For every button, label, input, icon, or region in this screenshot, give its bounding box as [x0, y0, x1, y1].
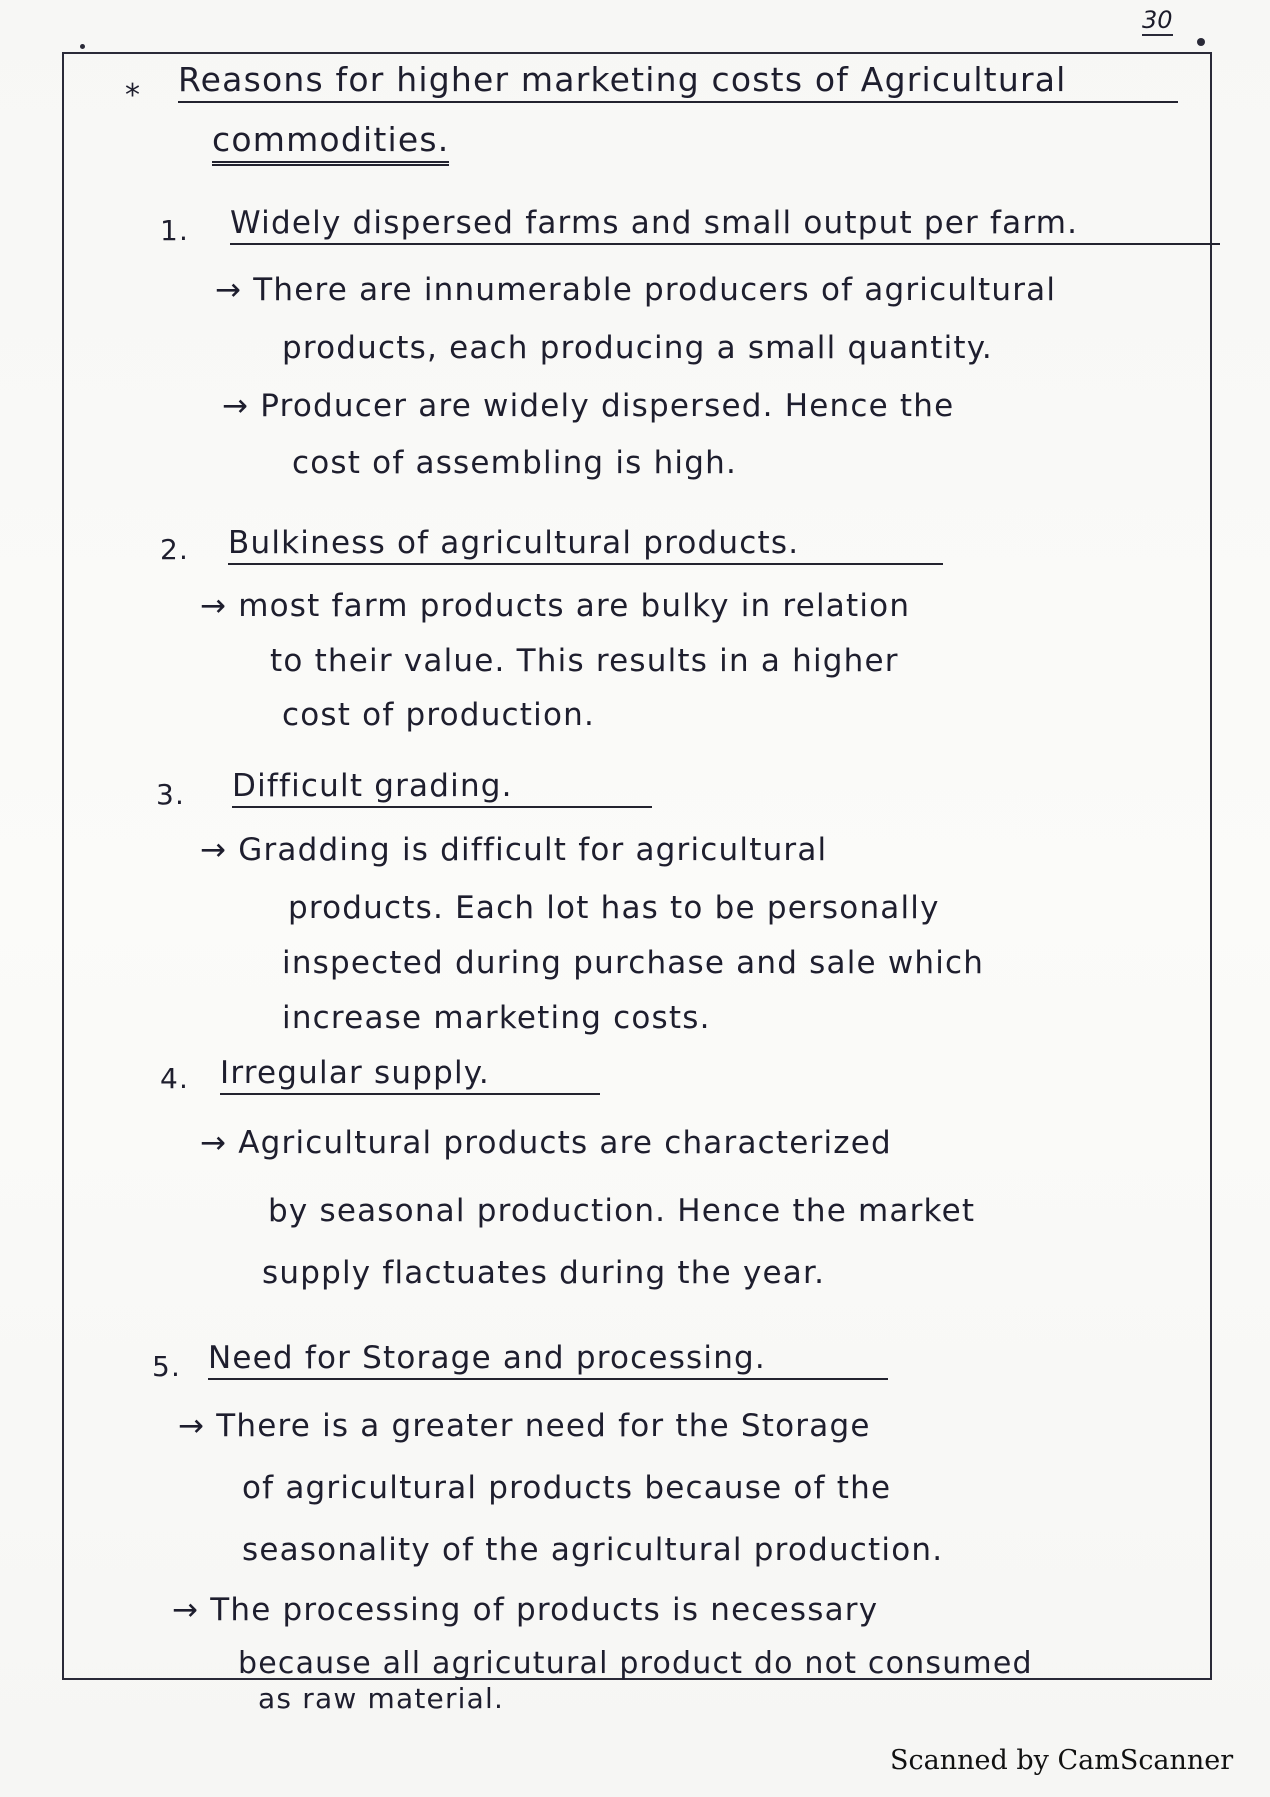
section-2-line: cost of production.: [282, 697, 596, 733]
section-1-line: products, each producing a small quantity.: [282, 330, 993, 366]
section-3-line: → Gradding is difficult for agricultural: [200, 832, 828, 868]
section-5-line: because all agricutural product do not consumed: [238, 1646, 1033, 1681]
scanner-watermark: Scanned by CamScanner: [890, 1745, 1234, 1776]
section-1-line: → There are innumerable producers of agricultural: [215, 272, 1057, 308]
title-line-1: Reasons for higher marketing costs of Agricultural: [178, 60, 1178, 103]
section-5-line: of agricultural products because of the: [242, 1470, 892, 1506]
section-5-line: → The processing of products is necessary: [172, 1592, 879, 1628]
section-4-heading: Irregular supply.: [220, 1055, 600, 1095]
section-1-heading: Widely dispersed farms and small output per farm.: [230, 205, 1220, 245]
ink-dot: [1197, 38, 1205, 46]
section-1-line: → Producer are widely dispersed. Hence the: [222, 388, 955, 424]
section-2-line: → most farm products are bulky in relation: [200, 588, 911, 624]
section-2-number: 2.: [160, 533, 190, 566]
section-3-line: products. Each lot has to be personally: [288, 890, 940, 926]
section-5-heading: Need for Storage and processing.: [208, 1340, 888, 1380]
page-number: 30: [1142, 6, 1173, 34]
ink-dot: [80, 44, 85, 49]
section-1-number: 1.: [160, 214, 190, 247]
section-3-heading: Difficult grading.: [232, 768, 652, 808]
section-1-line: cost of assembling is high.: [292, 445, 738, 481]
section-3-line: inspected during purchase and sale which: [282, 945, 985, 981]
section-4-line: supply flactuates during the year.: [262, 1255, 826, 1291]
section-5-line: seasonality of the agricultural production.: [242, 1532, 944, 1568]
section-3-number: 3.: [156, 778, 186, 811]
section-5-line: as raw material.: [258, 1682, 505, 1715]
section-4-number: 4.: [160, 1062, 190, 1095]
section-4-line: → Agricultural products are characterized: [200, 1125, 892, 1161]
section-4-line: by seasonal production. Hence the market: [268, 1193, 976, 1229]
section-3-line: increase marketing costs.: [282, 1000, 711, 1036]
title-star: *: [125, 78, 142, 113]
section-2-line: to their value. This results in a higher: [270, 643, 899, 679]
title-line-2: commodities.: [212, 120, 449, 166]
section-2-heading: Bulkiness of agricultural products.: [228, 525, 943, 565]
section-5-number: 5.: [152, 1350, 182, 1383]
section-5-line: → There is a greater need for the Storage: [178, 1408, 871, 1444]
